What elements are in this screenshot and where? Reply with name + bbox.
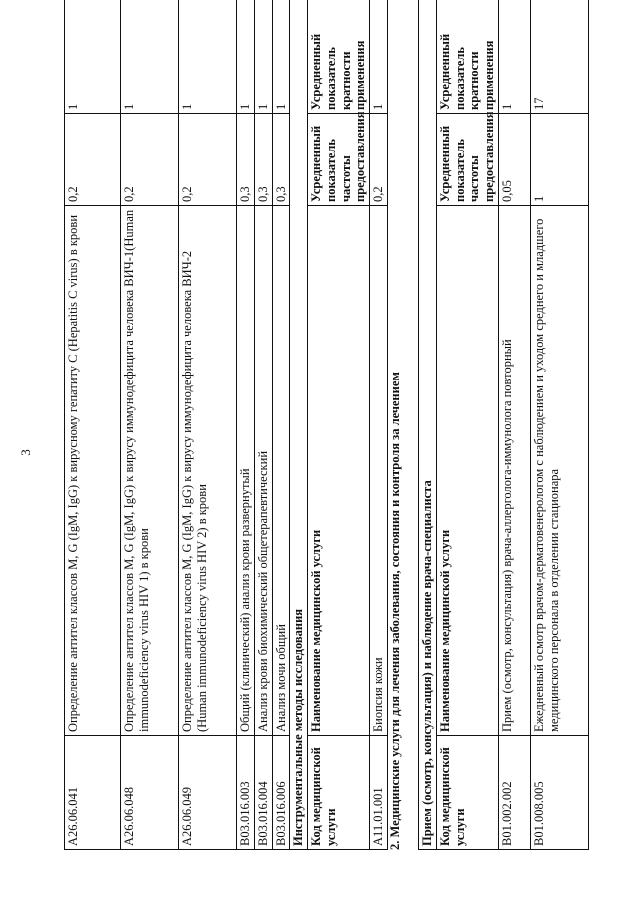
service-name: Ежедневный осмотр врачом-дерматовенерологом с наблюдением и уходом среднего и младшего медицинского персонала в отделении стационара bbox=[530, 206, 588, 736]
frequency-value: 0,2 bbox=[179, 114, 237, 206]
service-name: Определение антител классов M, G (IgM, IgG) к вирусу иммунодефицита человека ВИЧ-2 (Human immunodeficiency virus HIV 2) в крови bbox=[179, 206, 237, 736]
multiplicity-value: 1 bbox=[254, 0, 272, 114]
multiplicity-value: 1 bbox=[179, 0, 237, 114]
table-header-row bbox=[308, 0, 370, 850]
service-name: Определение антител классов M, G (IgM, IgG) к вирусному гепатиту C (Hepatitis C virus) в крови bbox=[65, 206, 121, 736]
service-code: A26.06.041 bbox=[65, 736, 121, 850]
frequency-value: 1 bbox=[530, 114, 588, 206]
multiplicity-value: 17 bbox=[530, 0, 588, 114]
service-code: B03.016.006 bbox=[272, 736, 290, 850]
service-code: B03.016.004 bbox=[254, 736, 272, 850]
table-row bbox=[530, 0, 588, 850]
col-header-code: Код медицинской услуги bbox=[436, 736, 498, 850]
service-name: Анализ мочи общий bbox=[272, 206, 290, 736]
service-code: A11.01.001 bbox=[370, 736, 388, 850]
service-code: B01.002.002 bbox=[498, 736, 530, 850]
multiplicity-value: 1 bbox=[370, 0, 388, 114]
service-name: Определение антител классов M, G (IgM, IgG) к вирусу иммунодефицита человека ВИЧ-1(Human immunodeficiency virus HIV 1) в крови bbox=[121, 206, 179, 736]
multiplicity-value: 1 bbox=[498, 0, 530, 114]
frequency-value: 0,2 bbox=[65, 114, 121, 206]
service-name: Прием (осмотр, консультация) врача-аллерголога-иммунолога повторный bbox=[498, 206, 530, 736]
multiplicity-value: 1 bbox=[272, 0, 290, 114]
multiplicity-value: 1 bbox=[65, 0, 121, 114]
table-row bbox=[498, 0, 530, 850]
table-row bbox=[121, 0, 179, 850]
col-header-multiplicity: Усредненный показатель кратности применения bbox=[436, 0, 498, 114]
frequency-value: 0,3 bbox=[272, 114, 290, 206]
instrumental-methods-heading: Инструментальные методы исследования bbox=[290, 0, 308, 850]
table-row bbox=[272, 0, 290, 850]
service-code: A26.06.048 bbox=[121, 736, 179, 850]
service-name: Биопсия кожи bbox=[370, 206, 388, 736]
service-name: Общий (клинический) анализ крови развернутый bbox=[237, 206, 255, 736]
col-header-multiplicity: Усредненный показатель кратности применения bbox=[308, 0, 370, 114]
service-code: B03.016.003 bbox=[237, 736, 255, 850]
service-code: B01.008.005 bbox=[530, 736, 588, 850]
multiplicity-value: 1 bbox=[237, 0, 255, 114]
table-row bbox=[65, 0, 121, 850]
frequency-value: 0,3 bbox=[254, 114, 272, 206]
frequency-value: 0,2 bbox=[370, 114, 388, 206]
col-header-frequency: Усредненный показатель частоты предоставления bbox=[436, 114, 498, 206]
col-header-code: Код медицинской услуги bbox=[308, 736, 370, 850]
multiplicity-value: 1 bbox=[121, 0, 179, 114]
table-row bbox=[370, 0, 388, 850]
page-number: 3 bbox=[18, 449, 33, 456]
diagnostics-table bbox=[64, 0, 388, 850]
table-subheading-row bbox=[419, 0, 437, 850]
service-name: Анализ крови биохимический общетерапевтический bbox=[254, 206, 272, 736]
table-row bbox=[179, 0, 237, 850]
section-2-title: 2. Медицинские услуги для лечения заболевания, состояния и контроля за лечением bbox=[388, 372, 402, 850]
table-row bbox=[237, 0, 255, 850]
frequency-value: 0,2 bbox=[121, 114, 179, 206]
table-subheading-row bbox=[290, 0, 308, 850]
specialist-visit-heading: Прием (осмотр, консультация) и наблюдение врача-специалиста bbox=[419, 0, 437, 850]
frequency-value: 0,3 bbox=[237, 114, 255, 206]
treatment-services-table bbox=[418, 0, 589, 850]
table-header-row bbox=[436, 0, 498, 850]
col-header-name: Наименование медицинской услуги bbox=[436, 206, 498, 736]
col-header-name: Наименование медицинской услуги bbox=[308, 206, 370, 736]
table-row bbox=[254, 0, 272, 850]
frequency-value: 0,05 bbox=[498, 114, 530, 206]
service-code: A26.06.049 bbox=[179, 736, 237, 850]
col-header-frequency: Усредненный показатель частоты предоставления bbox=[308, 114, 370, 206]
